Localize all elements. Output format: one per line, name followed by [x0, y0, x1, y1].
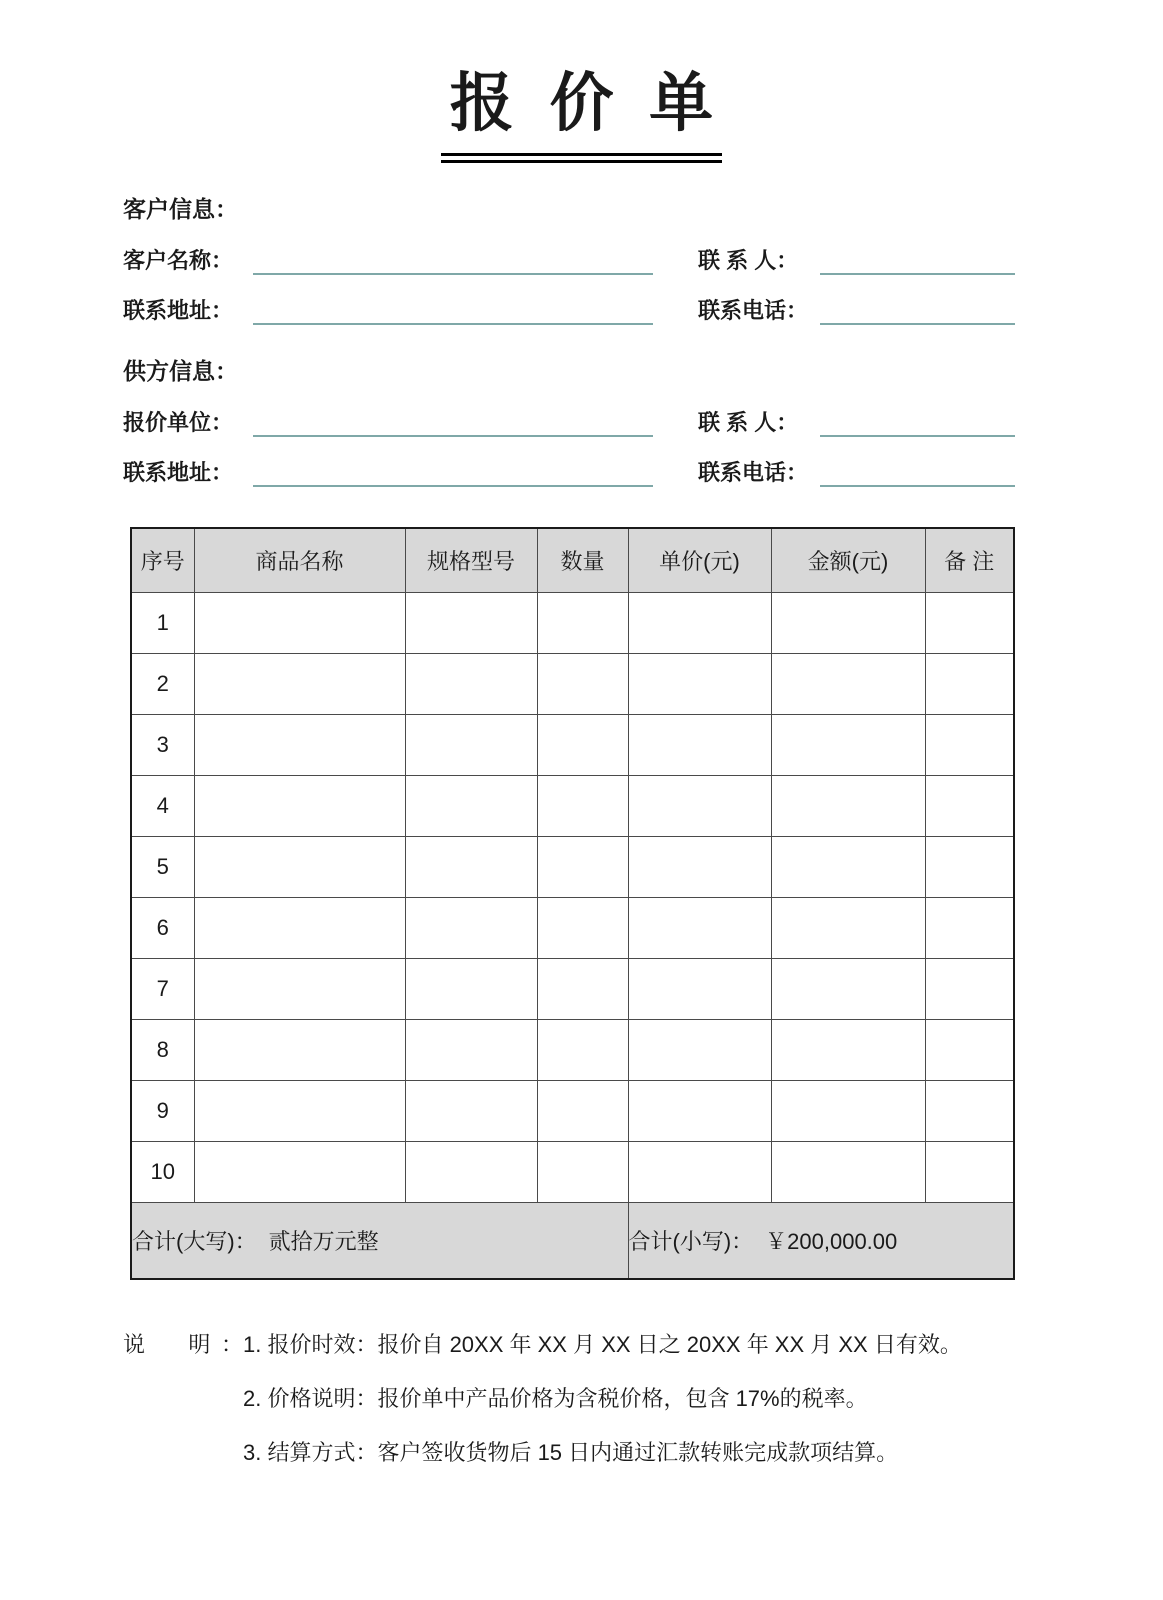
cell-product-name [194, 592, 405, 653]
supplier-phone-blank-line [820, 459, 1015, 487]
document-content [123, 193, 1015, 1480]
cell-amount [771, 714, 925, 775]
cell-spec-model [405, 1141, 537, 1202]
table-row [131, 836, 1014, 897]
cell-spec-model [405, 1080, 537, 1141]
cell-unit-price [628, 714, 771, 775]
customer-contact-group [698, 247, 1015, 275]
cell-unit-price [628, 1080, 771, 1141]
cell-spec-model [405, 958, 537, 1019]
cell-remark [925, 1019, 1014, 1080]
cell-product-name [194, 897, 405, 958]
header-amount: 金额(元) [771, 528, 925, 592]
cell-product-name [194, 836, 405, 897]
cell-quantity [537, 897, 628, 958]
row-number: 2 [131, 653, 194, 714]
cell-remark [925, 958, 1014, 1019]
cell-remark [925, 1080, 1014, 1141]
table-row [131, 714, 1014, 775]
cell-unit-price [628, 1019, 771, 1080]
header-product-name: 商品名称 [194, 528, 405, 592]
cell-quantity [537, 1080, 628, 1141]
customer-contact-blank-line [820, 247, 1015, 275]
cell-amount [771, 653, 925, 714]
supplier-address-blank-line [253, 459, 653, 487]
supplier-name-row [123, 387, 1015, 437]
cell-amount [771, 592, 925, 653]
total-in-words-value: 贰拾万元整 [268, 1228, 379, 1254]
cell-quantity [537, 836, 628, 897]
header-unit-price: 单价(元) [628, 528, 771, 592]
header-remark: 备 注 [925, 528, 1014, 592]
table-row [131, 653, 1014, 714]
table-row [131, 1019, 1014, 1080]
header-spec-model: 规格型号 [405, 528, 537, 592]
customer-phone-blank-line [820, 297, 1015, 325]
cell-spec-model [405, 1019, 537, 1080]
row-number: 6 [131, 897, 194, 958]
supplier-section-heading: 供方信息： [123, 358, 238, 384]
table-row [131, 897, 1014, 958]
customer-phone-label: 联系电话： [698, 298, 809, 323]
supplier-name-label: 报价单位： [123, 410, 234, 435]
cell-unit-price [628, 1141, 771, 1202]
total-in-figures-label: 合计(小写)： [628, 1228, 754, 1254]
row-number: 9 [131, 1080, 194, 1141]
cell-spec-model [405, 775, 537, 836]
supplier-contact-blank-line [820, 409, 1015, 437]
row-number: 8 [131, 1019, 194, 1080]
customer-contact-label: 联 系 人： [698, 248, 799, 273]
cell-unit-price [628, 836, 771, 897]
cell-product-name [194, 1080, 405, 1141]
cell-product-name [194, 958, 405, 1019]
quotation-table [130, 527, 1015, 1280]
note-item-settlement: 3. 结算方式：客户签收货物后 15 日内通过汇款转账完成款项结算。 [243, 1440, 899, 1465]
cell-product-name [194, 1019, 405, 1080]
customer-section-heading: 客户信息： [123, 196, 238, 222]
cell-remark [925, 897, 1014, 958]
cell-product-name [194, 653, 405, 714]
table-row [131, 958, 1014, 1019]
supplier-phone-label: 联系电话： [698, 460, 809, 485]
cell-unit-price [628, 775, 771, 836]
cell-remark [925, 653, 1014, 714]
supplier-phone-group [698, 459, 1015, 487]
cell-remark [925, 714, 1014, 775]
customer-address-label: 联系地址： [123, 298, 234, 323]
note-item-validity: 1. 报价时效：报价自 20XX 年 XX 月 XX 日之 20XX 年 XX 月 XX 日有效。 [243, 1332, 962, 1357]
cell-unit-price [628, 592, 771, 653]
total-in-figures-cell [628, 1202, 1014, 1279]
title-block [0, 52, 1163, 163]
total-in-words-cell [131, 1202, 628, 1279]
customer-name-label: 客户名称： [123, 248, 234, 273]
cell-spec-model [405, 592, 537, 653]
customer-name-blank-line [253, 247, 653, 275]
header-serial-no: 序号 [131, 528, 194, 592]
customer-name-row [123, 225, 1015, 275]
note-item-price: 2. 价格说明：报价单中产品价格为含税价格，包含 17%的税率。 [243, 1386, 868, 1411]
row-number: 7 [131, 958, 194, 1019]
cell-amount [771, 836, 925, 897]
total-in-words-label: 合计(大写)： [132, 1228, 257, 1254]
cell-product-name [194, 714, 405, 775]
supplier-contact-label: 联 系 人： [698, 410, 799, 435]
cell-remark [925, 775, 1014, 836]
table-total-row [131, 1202, 1014, 1279]
cell-amount [771, 1141, 925, 1202]
cell-amount [771, 958, 925, 1019]
row-number: 5 [131, 836, 194, 897]
table-row [131, 775, 1014, 836]
customer-phone-group [698, 297, 1015, 325]
cell-amount [771, 1019, 925, 1080]
notes-list [243, 1318, 962, 1480]
row-number: 4 [131, 775, 194, 836]
supplier-address-label: 联系地址： [123, 460, 234, 485]
total-in-figures-value: ￥200,000.00 [765, 1228, 898, 1254]
cell-remark [925, 1141, 1014, 1202]
row-number: 3 [131, 714, 194, 775]
cell-unit-price [628, 653, 771, 714]
table-header-row [131, 528, 1014, 592]
table-row [131, 1080, 1014, 1141]
cell-spec-model [405, 714, 537, 775]
cell-spec-model [405, 897, 537, 958]
supplier-name-blank-line [253, 409, 653, 437]
row-number: 1 [131, 592, 194, 653]
customer-address-row [123, 275, 1015, 325]
cell-quantity [537, 714, 628, 775]
cell-quantity [537, 958, 628, 1019]
cell-spec-model [405, 653, 537, 714]
cell-amount [771, 1080, 925, 1141]
cell-unit-price [628, 897, 771, 958]
cell-product-name [194, 775, 405, 836]
row-number: 10 [131, 1141, 194, 1202]
notes-label: 说 明： [123, 1332, 243, 1357]
cell-quantity [537, 1141, 628, 1202]
cell-remark [925, 836, 1014, 897]
cell-amount [771, 775, 925, 836]
cell-quantity [537, 1019, 628, 1080]
cell-quantity [537, 775, 628, 836]
cell-quantity [537, 592, 628, 653]
cell-spec-model [405, 836, 537, 897]
header-quantity: 数量 [537, 528, 628, 592]
cell-quantity [537, 653, 628, 714]
cell-product-name [194, 1141, 405, 1202]
supplier-address-row [123, 437, 1015, 487]
cell-amount [771, 897, 925, 958]
page-title: 报 价 单 [441, 52, 722, 163]
table-row [131, 592, 1014, 653]
cell-remark [925, 592, 1014, 653]
customer-address-blank-line [253, 297, 653, 325]
table-row [131, 1141, 1014, 1202]
supplier-contact-group [698, 409, 1015, 437]
cell-unit-price [628, 958, 771, 1019]
notes-section [123, 1318, 1015, 1480]
